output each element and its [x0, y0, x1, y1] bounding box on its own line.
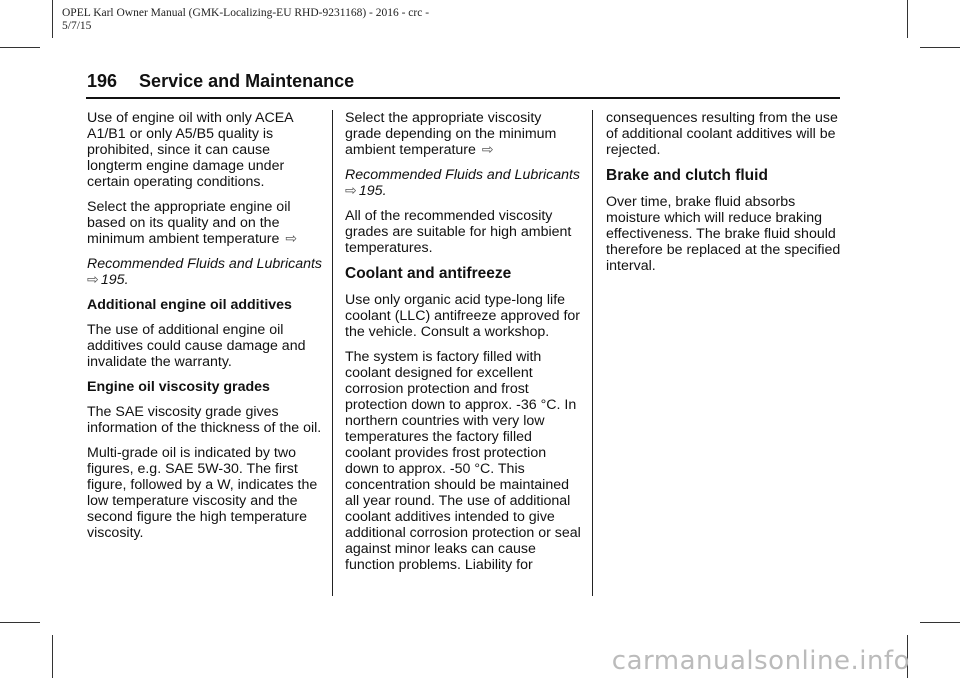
column-divider [592, 110, 593, 596]
paragraph: Select the appropriate engine oil based on its quality and on the minimum ambient temperature ⇨ [87, 199, 298, 247]
meta-line: 5/7/15 [62, 20, 92, 32]
section-title: Service and Maintenance [139, 71, 355, 91]
paragraph: consequences resulting from the use of additional coolant additives will be rejected. [606, 110, 838, 158]
crop-mark [920, 47, 960, 48]
paragraph: Over time, brake fluid absorbs moisture which will reduce braking effectiveness. The brake fluid should therefore be replaced at the specified interval. [606, 194, 841, 274]
column-1 [87, 110, 323, 550]
section-heading: Brake and clutch fluid [606, 167, 768, 184]
crop-mark [907, 0, 908, 38]
page-reference-arrow-icon: ⇨ [285, 231, 298, 247]
page-number: 196 [87, 71, 118, 91]
section-heading: Coolant and antifreeze [345, 265, 512, 282]
crop-mark [52, 635, 53, 678]
paragraph: The SAE viscosity grade gives information of the thickness of the oil. [87, 404, 322, 436]
document-meta [62, 7, 429, 33]
paragraph: The use of additional engine oil additives could cause damage and invalidate the warranty. [87, 322, 306, 370]
page-title [87, 71, 354, 92]
subheading: Additional engine oil additives [87, 297, 292, 313]
crop-mark [0, 47, 40, 48]
heading-rule [86, 97, 840, 99]
subheading: Engine oil viscosity grades [87, 379, 270, 395]
paragraph: Use of engine oil with only ACEA A1/B1 or only A5/B5 quality is prohibited, since it can cause longterm engine damage under certain operating conditions. [87, 110, 293, 190]
crop-mark [0, 622, 40, 623]
watermark: carmanualsonline.info [611, 646, 910, 676]
paragraph: Multi-grade oil is indicated by two figures, e.g. SAE 5W-30. The first figure, followed by a W, indicates the low temperature viscosity and the second figure the high temperature viscosity. [87, 445, 318, 541]
paragraph: All of the recommended viscosity grades are suitable for high ambient temperatures. [345, 208, 572, 256]
paragraph: The system is factory filled with coolant designed for excellent corrosion protection and frost protection down to approx. -36 °C. In northern countries with very low temperatures the factory filled coolant provides frost protection down to approx. -50 °C. This concentration should be maintained all year round. The use of additional coolant additives intended to give additional corrosion protection or seal against minor leaks can cause function problems. Liability for [345, 349, 581, 573]
crop-mark [920, 622, 960, 623]
cross-reference-link[interactable]: Recommended Fluids and Lubricants ⇨ 195. [87, 256, 323, 288]
meta-line: OPEL Karl Owner Manual (GMK-Localizing-EU RHD-9231168) - 2016 - crc - [62, 7, 430, 19]
page-reference-arrow-icon: ⇨ [481, 142, 494, 158]
cross-reference-link[interactable]: Recommended Fluids and Lubricants ⇨ 195. [345, 167, 581, 199]
column-3 [606, 110, 842, 283]
page-reference-arrow-icon: ⇨ [345, 183, 357, 199]
paragraph: Use only organic acid type-long life coolant (LLC) antifreeze approved for the vehicle. Consult a workshop. [345, 292, 581, 340]
crop-mark [52, 0, 53, 38]
column-divider [332, 110, 333, 596]
column-2 [345, 110, 581, 582]
page-reference-arrow-icon: ⇨ [87, 272, 99, 288]
paragraph: Select the appropriate viscosity grade depending on the minimum ambient temperature ⇨ [345, 110, 557, 158]
